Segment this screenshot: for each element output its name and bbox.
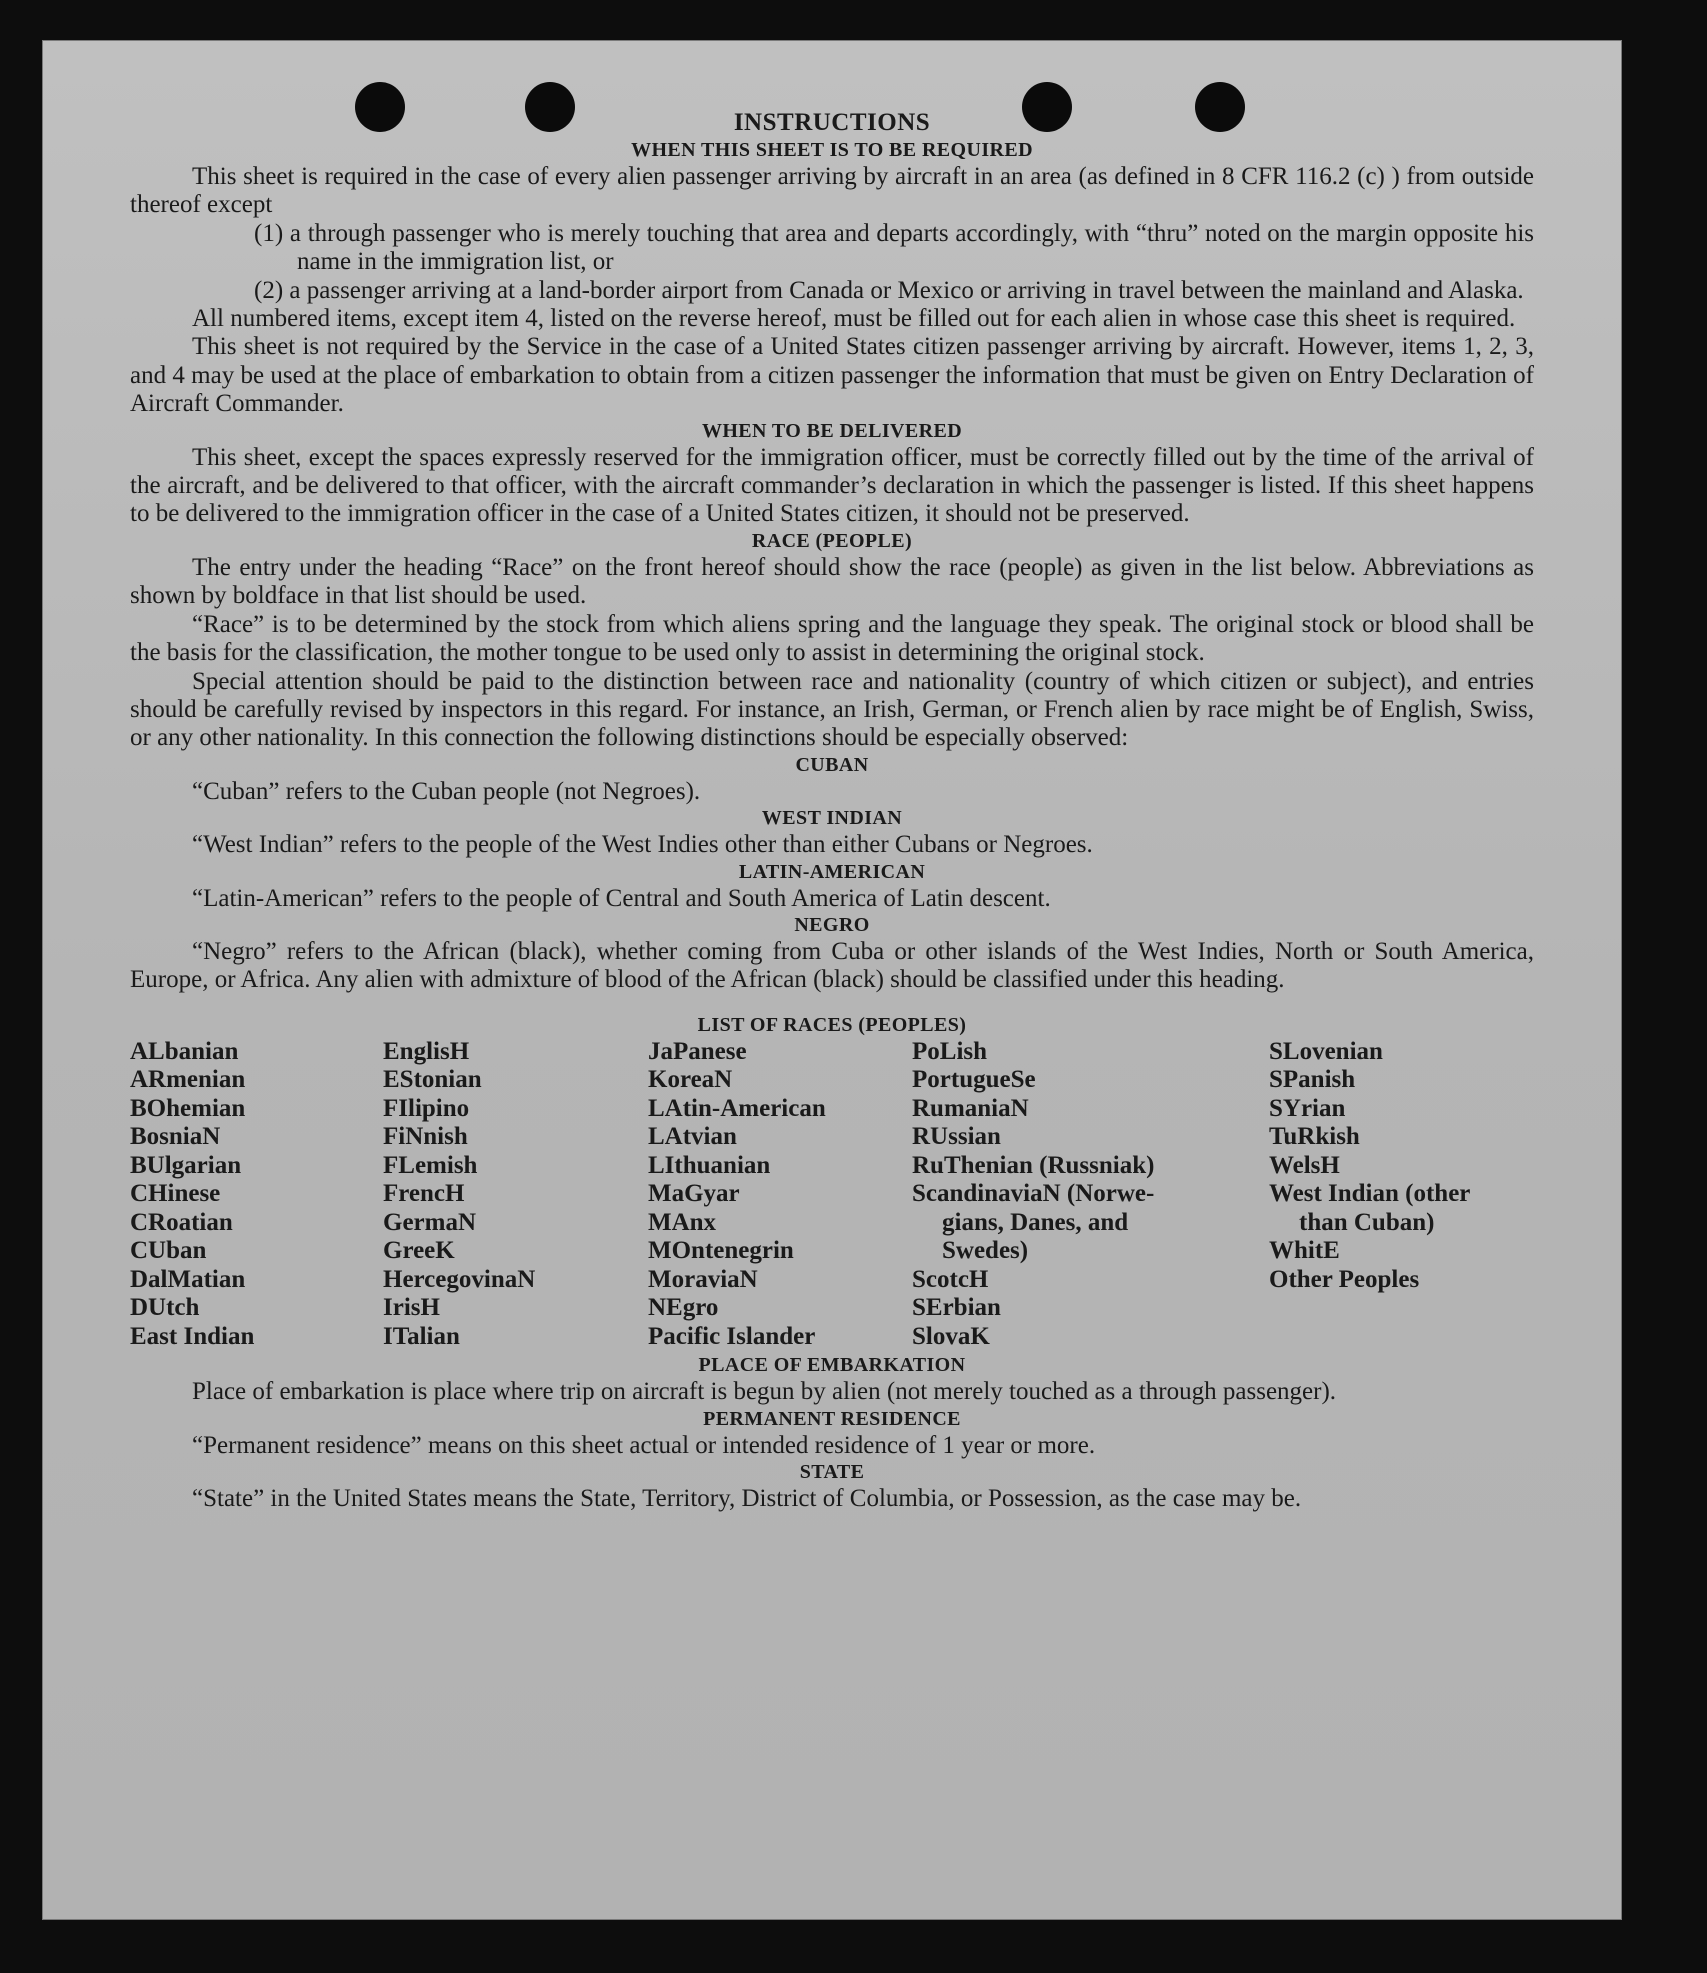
instructions-content (130, 108, 1534, 1513)
race-item: Other Peoples (1269, 1265, 1420, 1293)
section-heading: CUBAN (795, 753, 869, 776)
race-item: ITalian (383, 1322, 460, 1350)
race-item: SlovaK (912, 1322, 990, 1350)
paragraph: This sheet is not required by the Service in the case of a United States citizen passenger arriving by aircraft. However, items 1, 2, 3, and 4 may be used at the place of embarkation to obtain from a citizen passenger the information that must be given on Entry Declaration of Aircraft Commander. (130, 333, 1534, 418)
race-item: MoraviaN (648, 1265, 758, 1293)
section-heading: NEGRO (794, 913, 870, 936)
race-item: SLovenian (1269, 1037, 1383, 1065)
race-item: BosniaN (130, 1123, 221, 1151)
race-item: BUlgarian (130, 1151, 242, 1179)
page-title: INSTRUCTIONS (733, 109, 931, 136)
race-item: East Indian (130, 1322, 255, 1350)
paragraph: Special attention should be paid to the distinction between race and nationality (country of which citizen or subject), and entries should be carefully revised by inspectors in this regard. For instance, an Irish, German, or French alien by race might be of English, Swiss, or any other nationality. In this connection the following distinctions should be especially observed: (130, 667, 1534, 752)
race-item: HercegovinaN (383, 1265, 536, 1293)
race-item: DUtch (130, 1294, 200, 1322)
race-item: ARmenian (130, 1066, 246, 1094)
document-sheet (42, 40, 1622, 1920)
race-item: RUssian (912, 1123, 1001, 1151)
race-column (1269, 1038, 1534, 1352)
race-item: LAtvian (648, 1123, 737, 1151)
race-item: IrisH (383, 1294, 440, 1322)
section-heading: RACE (PEOPLE) (751, 529, 913, 552)
races-heading: LIST OF RACES (PEOPLES) (697, 1013, 967, 1036)
race-item: Pacific Islander (648, 1322, 816, 1350)
paragraph: “Negro” refers to the African (black), whether coming from Cuba or other islands of the West Indies, North or South America, Europe, or Africa. Any alien with admixture of blood of the African (black) should be classified under this heading. (130, 937, 1534, 994)
race-item: West Indian (other (1269, 1180, 1471, 1208)
section-heading: STATE (799, 1461, 865, 1484)
paragraph: “State” in the United States means the State, Territory, District of Columbia, or Possession, as the case may be. (192, 1485, 1302, 1513)
race-item: WhitE (1269, 1237, 1340, 1265)
race-item: PortugueSe (912, 1066, 1036, 1094)
race-item: MaGyar (648, 1180, 740, 1208)
paragraph: “Cuban” refers to the Cuban people (not Negroes). (192, 777, 701, 805)
paragraph: Place of embarkation is place where trip on aircraft is begun by alien (not merely touched as a through passenger). (192, 1378, 1337, 1406)
paragraph: All numbered items, except item 4, listed on the reverse hereof, must be filled out for each alien in whose case this sheet is required. (192, 305, 1516, 333)
paragraph: This sheet is required in the case of every alien passenger arriving by aircraft in an area (as defined in 8 CFR 116.2 (c) ) from outside thereof except (130, 163, 1534, 219)
race-item: KoreaN (648, 1066, 733, 1094)
race-column (383, 1038, 648, 1352)
paragraph: “Race” is to be determined by the stock from which aliens spring and the language they speak. The original stock or blood shall be the basis for the classification, the mother tongue to be used only to assist in determining the original stock. (130, 610, 1534, 667)
race-item: TuRkish (1269, 1123, 1360, 1151)
race-item: EStonian (383, 1066, 482, 1094)
race-item: GreeK (383, 1237, 455, 1265)
paragraph: The entry under the heading “Race” on the front hereof should show the race (people) as given in the list below. Abbreviations as shown by boldface in that list should be used. (130, 553, 1534, 610)
race-item: MAnx (648, 1208, 717, 1236)
race-column (130, 1038, 383, 1352)
race-item: ScandinaviaN (Norwe- (912, 1180, 1155, 1208)
paragraph: “Latin-American” refers to the people of Central and South America of Latin descent. (192, 884, 1051, 912)
race-item: CHinese (130, 1180, 221, 1208)
race-item: LIthuanian (648, 1151, 771, 1179)
section-heading: LATIN-AMERICAN (738, 860, 926, 883)
race-item: SErbian (912, 1294, 1001, 1322)
race-item: than Cuban) (1299, 1208, 1435, 1236)
section-heading: WEST INDIAN (761, 807, 903, 830)
race-item: LAtin-American (648, 1094, 826, 1122)
race-item: RumaniaN (912, 1094, 1029, 1122)
race-list (130, 1038, 1534, 1352)
race-column (912, 1038, 1269, 1352)
race-item: CRoatian (130, 1208, 233, 1236)
race-item: SPanish (1269, 1066, 1356, 1094)
race-item: FLemish (383, 1151, 478, 1179)
section-heading: WHEN TO BE DELIVERED (701, 419, 963, 442)
race-item: DalMatian (130, 1265, 246, 1293)
race-item: FIlipino (383, 1094, 470, 1122)
race-item: SYrian (1269, 1094, 1346, 1122)
race-item: ALbanian (130, 1037, 239, 1065)
race-item: NEgro (648, 1294, 719, 1322)
list-item: (1) a through passenger who is merely touching that area and departs accordingly, with “thru” noted on the margin opposite his name in the immigration list, or (254, 219, 1534, 276)
race-item: CUban (130, 1237, 207, 1265)
race-item: GermaN (383, 1208, 477, 1236)
paragraph: “West Indian” refers to the people of the West Indies other than either Cubans or Negroes. (192, 831, 1093, 859)
paragraph: This sheet, except the spaces expressly reserved for the immigration officer, must be correctly filled out by the time of the arrival of the aircraft, and be delivered to that officer, with the aircraft commander’s declaration in which the passenger is listed. If this sheet happens to be delivered to the immigration officer in the case of a United States citizen, it should not be preserved. (130, 443, 1534, 528)
race-item: FiNnish (383, 1123, 468, 1151)
race-item: BOhemian (130, 1094, 246, 1122)
race-column (648, 1038, 912, 1352)
race-item: EnglisH (383, 1037, 470, 1065)
paragraph: “Permanent residence” means on this sheet actual or intended residence of 1 year or more. (192, 1431, 1096, 1459)
race-item: RuThenian (Russniak) (912, 1151, 1155, 1179)
section-heading: WHEN THIS SHEET IS TO BE REQUIRED (631, 139, 1033, 161)
section-heading: PLACE OF EMBARKATION (698, 1354, 966, 1377)
race-item: PoLish (912, 1037, 988, 1065)
race-item: Swedes) (942, 1237, 1029, 1265)
race-item: MOntenegrin (648, 1237, 794, 1265)
race-item: JaPanese (648, 1037, 747, 1065)
section-heading: PERMANENT RESIDENCE (703, 1407, 961, 1430)
race-item: ScotcH (912, 1265, 989, 1293)
race-item: gians, Danes, and (942, 1208, 1129, 1236)
race-item: WelsH (1269, 1151, 1340, 1179)
list-item: (2) a passenger arriving at a land-border airport from Canada or Mexico or arriving in travel between the mainland and Alaska. (254, 276, 1524, 304)
race-item: FrencH (383, 1180, 465, 1208)
